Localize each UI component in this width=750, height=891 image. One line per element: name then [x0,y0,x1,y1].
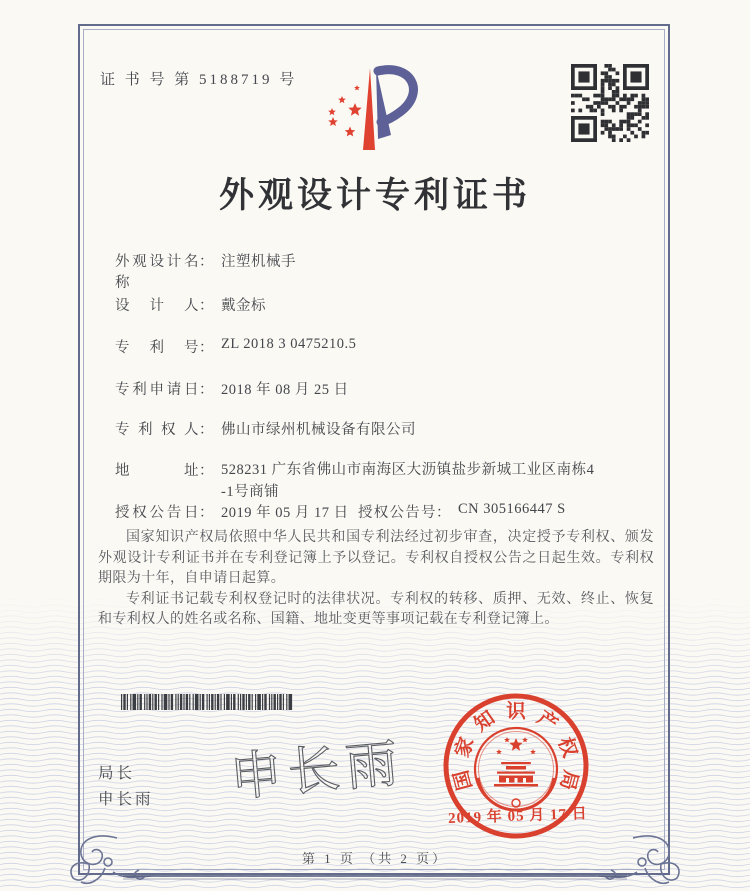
page-number: 第 1 页 （共 2 页） [301,851,449,866]
field-row-designer [115,294,660,315]
svg-text:知: 知 [471,707,500,736]
director-block [98,761,154,813]
svg-text:家: 家 [452,734,479,761]
field-row-patent-number [115,336,660,357]
cnipa-logo-icon [302,55,427,155]
field-colon: ： [199,422,214,438]
svg-text:产: 产 [532,707,561,736]
certificate-number: 证 书 号 第 5188719 号 [100,72,298,88]
field-colon: ： [199,382,214,398]
field-label: 设计人 [115,298,199,314]
svg-text:国: 国 [451,767,477,793]
address-line-1: 528231 广东省佛山市南海区大沥镇盐步新城工业区南栋4 [221,462,595,478]
field-value [221,459,594,503]
field-value: 注塑机械手 [221,254,296,270]
field-colon: ： [199,340,214,356]
field-colon: ： [199,254,214,270]
field-row-grant [115,501,660,522]
svg-text:权: 权 [553,734,580,761]
field-colon: ： [199,298,214,314]
field-pair-grant-number [358,501,566,522]
legal-paragraph-2: 专利证书记载专利权登记时的法律状况。专利权的转移、质押、无效、终止、恢复和专利权人的姓名或名称、国籍、地址变更等事项记载在专利登记簿上。 [98,591,654,627]
barcode [120,694,293,710]
field-colon: ： [436,505,451,521]
seal-date: 2019 年 05 月 17 日 [447,806,589,827]
field-colon: ： [199,505,214,521]
svg-text:识: 识 [506,701,526,723]
address-line-2: -1号商铺 [221,484,280,500]
field-row-application-date [115,378,660,399]
field-value: 佛山市绿州机械设备有限公司 [221,422,416,438]
qr-code [571,64,649,142]
director-signature [222,728,412,816]
field-label: 专利号 [115,340,199,356]
signature-text: 申长雨 [227,735,407,808]
field-value: 2019 年 05 月 17 日 [221,505,349,521]
field-colon: ： [199,463,214,479]
legal-paragraph-1: 国家知识产权局依照中华人民共和国专利法经过初步审查，决定授予专利权、颁发外观设计专利证书并在专利登记簿上予以登记。专利权自授权公告之日起生效。专利权期限为十年，自申请日起算。 [98,530,654,586]
bottom-border-ornament [55,832,695,888]
field-label: 外观设计名称 [115,254,199,291]
field-label: 地址 [115,463,199,479]
director-title: 局长 [98,765,136,782]
national-emblem-icon [475,728,557,810]
svg-text:局: 局 [555,767,581,793]
field-label: 专利申请日 [115,382,199,398]
field-value: CN 305166447 S [458,501,566,517]
field-row-patentee [115,418,660,439]
field-value: 2018 年 08 月 25 日 [221,382,349,398]
field-value: 戴金标 [221,298,266,314]
field-row-address [115,459,660,503]
field-label: 授权公告日 [115,505,199,521]
field-row-design-name [115,250,660,292]
director-name: 申长雨 [98,791,154,808]
field-label: 授权公告号 [358,505,436,521]
field-value: ZL 2018 3 0475210.5 [221,336,357,352]
field-label: 专利权人 [115,422,199,438]
certificate-title: 外观设计专利证书 [218,176,531,215]
legal-text-block [98,528,654,631]
